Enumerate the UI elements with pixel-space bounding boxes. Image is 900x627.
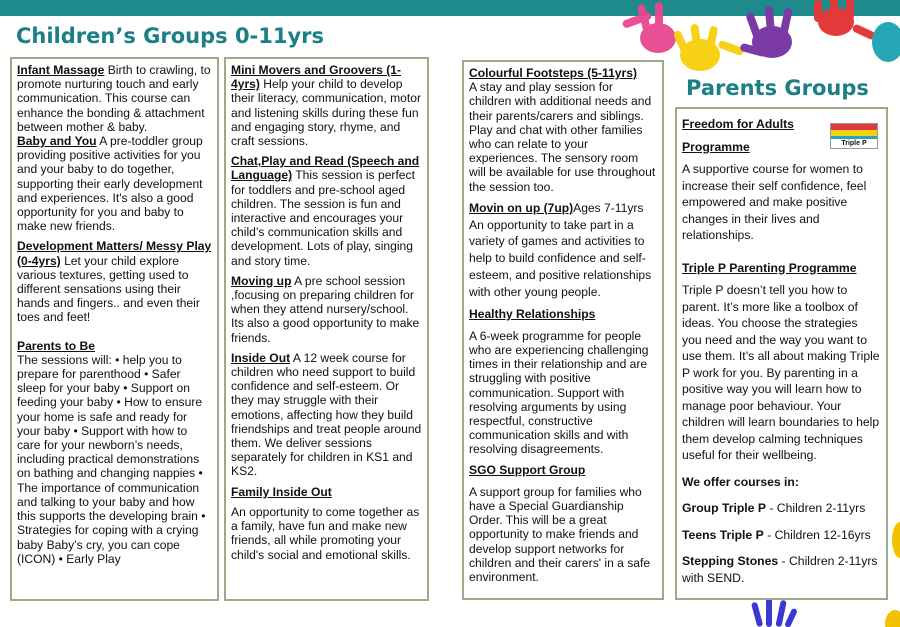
course-teens-triple-p: Teens Triple P - Children 12-16yrs [682,527,871,542]
group-sgo-support: SGO Support Group A support group for families who have a Special Guardianship Order. This will be a great opportunity to make friends and develop support networks for children and their carers' in a safe environment. [469,463,657,585]
parents-box [675,107,888,600]
column-3-box [462,60,664,600]
group-heading: Healthy Relationships [469,306,596,321]
group-development-matters: Development Matters/ Messy Play (0-4yrs) Let your child explore various textures, getting used to different sensations using their hands and fingers.. and even their toes and feet! [17,239,212,325]
group-parents-to-be: Parents to Be The sessions will: • help you to prepare for parenthood • Safer sleep for your baby • Support on feeding your baby • How to ensure your home is safe and ready for your baby • Support with how to care for your newborn’s needs, including practical demonstrations on bathing and changing nappies • The importance of communication and talking to your baby and how this supports the developing brain • Strategies for coping with a crying baby Baby’s cry, you can cope (ICON) • Early Play [17,339,212,566]
group-heading: Inside Out [231,350,291,365]
group-heading: Movin on up (7up) [469,200,574,215]
triple-p-logo: Triple P [830,123,878,149]
red-hand [814,0,877,41]
group-heading: Chat,Play and Read (Speech and Language) [231,154,420,183]
group-inside-out: Inside Out A 12 week course for children who need support to build confidence and self-esteem. Or they may struggle with their emotions, affecting how they build friendships and treat people around them. We deliver sessions separately for children in KS1 and KS2. [231,350,422,479]
group-heading: SGO Support Group [469,462,586,477]
purple-hand [739,6,792,58]
teal-hand [872,22,900,62]
group-chat-play-read: Chat,Play and Read (Speech and Language) This session is perfect for toddlers and pre-school aged children. The session is fun and interactive and encourages your child’s communication skills and development. Lots of play, singing and story time. [231,154,420,268]
parents-groups-title: Parents Groups [686,76,869,100]
triple-p-text: Triple P doesn’t tell you how to parent. It’s more like a toolbox of ideas. You choose the strategies you need and the way you want to use them. It’s all about making Triple P work for you. By parenting in a positive way you will learn how to manage poor behaviour. Your children will learn boundaries to help them develop calming techniques useful for their wellbeing. [682,283,880,462]
offer-heading: We offer courses in: [682,474,799,489]
group-baby-and-you: Baby and You A pre-toddler group providing positive activities for you and your baby to do together, supporting their early development and experiences. It's also a good opportunity for you and baby to make new friends. [17,134,203,234]
group-infant-massage: Infant Massage Birth to crawling, to promote nurturing touch and early communication. This course can enhance the bonding & attachment between mother & baby. [17,63,211,134]
group-heading: Mini Movers and Groovers (1-4yrs) [231,63,402,92]
triple-p-heading: Triple P Parenting Programme [682,260,857,275]
page-title: Children’s Groups 0-11yrs [16,24,325,48]
group-heading: Parents to Be [17,338,95,353]
group-healthy-relationships: Healthy Relationships A 6-week programme for people who are experiencing challenging times in their relationship and are struggling with positive communication. Support with resolving arguments by using respectful, constructive communication skills and with resolving disagreements. [469,307,657,457]
group-colourful-footsteps: Colourful Footsteps (5-11yrs) A stay and play session for children with additional needs and their parents/carers and siblings. Play and chat with other families who can relate to your experiences. The sensory room will be available for use throughout the session too. [469,66,656,194]
group-heading: Infant Massage [17,63,105,77]
hand-prints-bottom [740,596,900,627]
group-movin-on-up: Movin on up (7up)Ages 7-11yrs An opportunity to take part in a variety of games and activities to help to build confidence and self-esteem, and positive relationships with other young people. [469,200,652,299]
yellow-hand [672,24,744,71]
freedom-for-adults: Freedom for Adults Programme [682,117,794,154]
group-family-inside-out: Family Inside Out An opportunity to come together as a family, have fun and make new friends, all while promoting your child's social and emotional skills. [231,485,422,562]
course-group-triple-p: Group Triple P - Children 2-11yrs [682,501,866,515]
column-2-box [224,57,429,601]
group-heading: Moving up [231,273,292,288]
column-1-box [10,57,219,601]
course-stepping-stones: Stepping Stones - Children 2-11yrs with SEND. [682,554,878,585]
pink-hand [622,2,676,53]
group-heading: Family Inside Out [231,484,332,499]
group-heading: Colourful Footsteps (5-11yrs) [469,66,637,80]
group-heading: Baby and You [17,134,97,149]
group-moving-up: Moving up A pre school session ,focusing on preparing children for when they attend nursery/school. Its also a good opportunity to make friends. [231,273,420,345]
group-mini-movers: Mini Movers and Groovers (1-4yrs) Help your child to develop their literacy, communication, motor and listening skills during these fun and engaging story, rhyme, and craft sessions. [231,63,421,149]
yellow-hand-right-edge [888,520,900,560]
group-heading: Development Matters/ Messy Play (0-4yrs) [17,239,212,268]
freedom-text: A supportive course for women to increase their self confidence, feel empowered and make positive changes in their lives and relationships. [682,162,867,242]
